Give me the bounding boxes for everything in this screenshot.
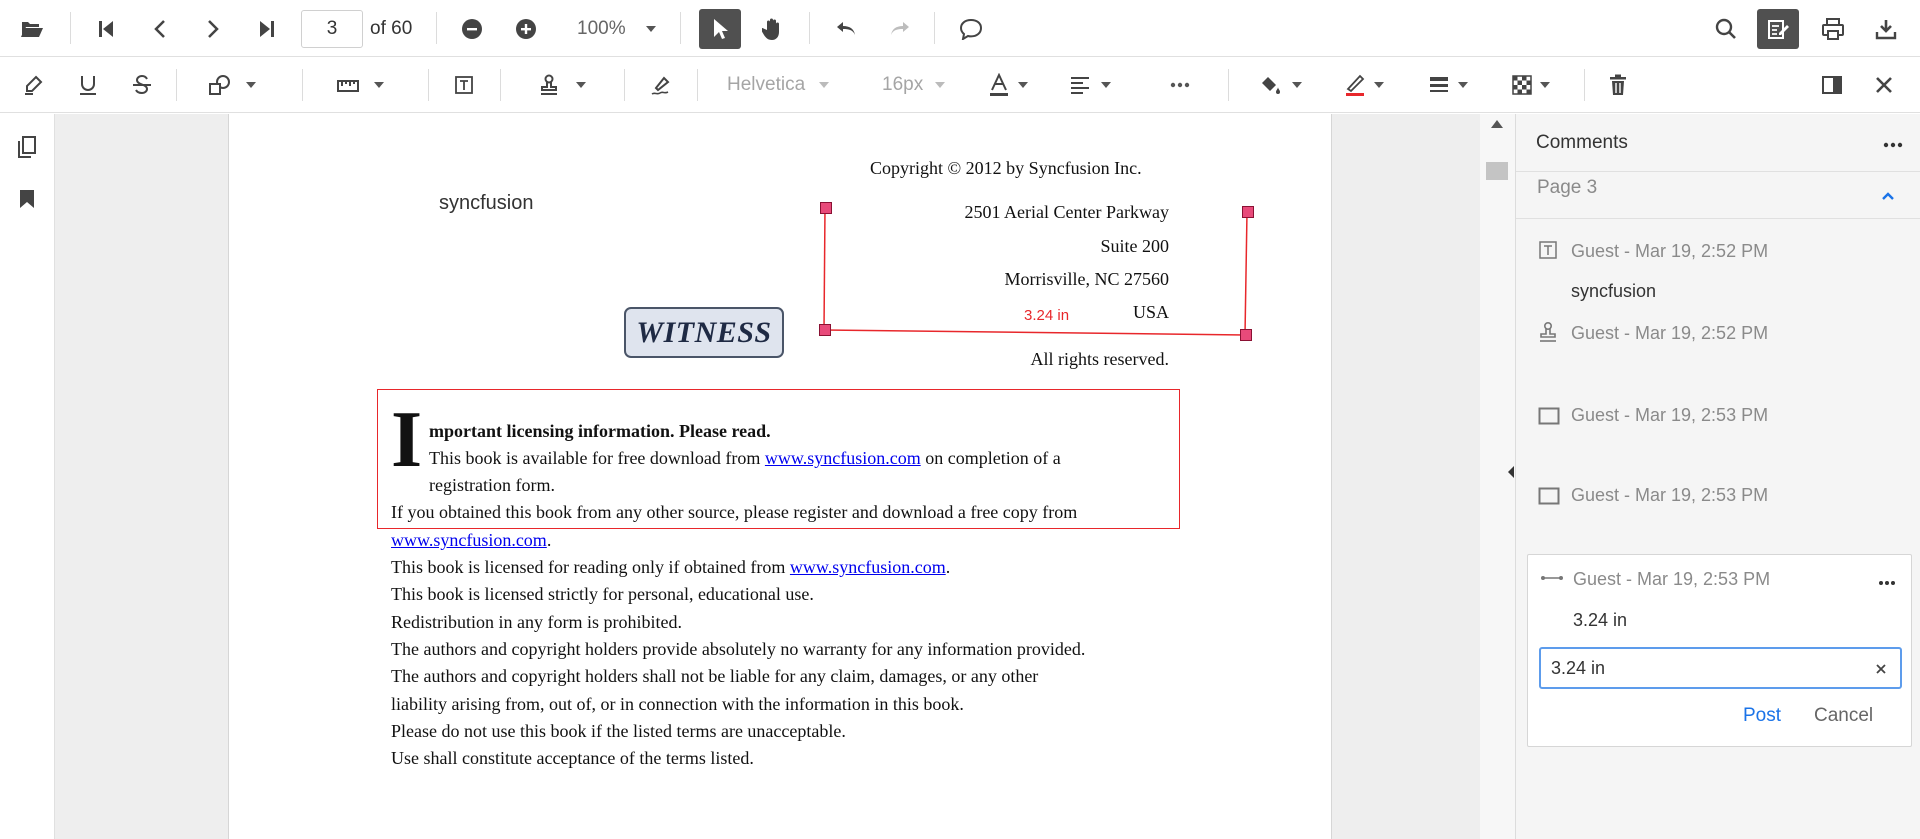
address-line-2: Suite 200 [1100,236,1169,256]
scroll-thumb[interactable] [1486,162,1508,180]
shapes-dropdown[interactable] [208,68,274,102]
rights-text: All rights reserved. [1030,349,1169,369]
open-file-button[interactable] [12,12,52,46]
search-button[interactable] [1706,12,1746,46]
rectangle-icon [1538,487,1560,505]
comment-item[interactable] [1516,394,1920,466]
signature-icon [650,74,674,96]
address-line-4: USA [1132,302,1169,322]
highlight-icon [22,74,44,96]
reply-input-value: 3.24 in [1551,658,1606,678]
paragraph-2-line-2 [391,530,551,551]
syncfusion-link[interactable]: www.syncfusion.com [764,448,921,468]
chevron-down-icon [1540,82,1550,88]
pdf-page [228,114,1332,839]
font-color-icon [988,73,1010,97]
measure-label: 3.24 in [1024,307,1070,324]
previous-page-button[interactable] [142,12,178,46]
cursor-icon [711,18,729,40]
search-icon [1715,18,1737,40]
rectangle-icon [1538,407,1560,425]
chevron-down-icon [576,82,586,88]
free-text-button[interactable] [446,68,482,102]
free-text-annotation[interactable]: syncfusion [439,192,534,214]
paragraph-text: on completion of a [920,448,1061,468]
ruler-icon [336,76,360,94]
underline-icon [78,74,98,96]
resize-handle[interactable] [820,202,832,214]
paragraph-7-line-1: The authors and copyright holders shall not be liable for any claim, damages, or any other [391,666,1039,686]
opacity-dropdown[interactable] [1512,68,1562,102]
page-group-header[interactable] [1516,173,1920,219]
collapse-panel-arrow[interactable] [1508,466,1514,478]
stamp-icon [538,74,560,96]
print-icon [1821,18,1845,40]
download-button[interactable] [1866,12,1906,46]
fill-color-dropdown[interactable] [1260,68,1310,102]
drop-cap: I [391,396,423,484]
scroll-up-arrow[interactable] [1491,120,1503,128]
zoom-value: 100% [577,18,626,39]
chevron-down-icon [1458,82,1468,88]
main-toolbar [0,0,1920,57]
stroke-color-icon [1344,73,1366,97]
first-page-button[interactable] [88,12,124,46]
active-comment-card[interactable] [1527,554,1912,747]
comment-text: syncfusion [1571,281,1657,301]
font-color-dropdown[interactable] [988,68,1038,102]
paragraph-9: Use shall constitute acceptance of the terms listed. [391,748,754,768]
paragraph-6: The authors and copyright holders provide absolutely no warranty for any information provided. [391,639,1086,659]
syncfusion-link[interactable]: www.syncfusion.com [789,557,946,577]
comments-header [1516,114,1920,172]
total-pages-label: of 60 [370,18,413,39]
page-thumbnails-button[interactable] [10,130,44,164]
paragraph-1-line-2: registration form. [429,475,555,495]
paragraph-2-line-1: If you obtained this book from any other source, please register and download a free copy from [391,502,1078,522]
last-page-button[interactable] [249,12,285,46]
annotation-toolbar [0,57,1920,113]
hand-icon [762,17,784,41]
address-line-3: Morrisville, NC 27560 [1004,269,1169,289]
more-text-options-button[interactable] [1162,68,1198,102]
last-page-icon [258,19,276,39]
paragraph-7-line-2: liability arising from, out of, or in connection with the information in this book. [391,694,964,714]
chevron-down-icon [246,82,256,88]
comment-panel-toggle-button[interactable] [1814,68,1850,102]
edit-annotation-icon [1767,18,1789,40]
clear-icon[interactable] [1875,663,1887,675]
comment-author-time: Guest - Mar 19, 2:53 PM [1573,569,1771,589]
panel-right-icon [1822,76,1842,94]
zoom-dropdown[interactable] [570,12,660,46]
chevron-left-icon [153,19,167,39]
comments-panel [1515,114,1920,839]
resize-handle[interactable] [819,324,831,336]
signature-button[interactable] [642,68,682,102]
delete-annotation-button[interactable] [1600,68,1636,102]
thumbnails-icon [17,136,37,158]
paragraph-1-line-1 [429,448,1061,469]
post-button[interactable]: Post [1743,705,1782,726]
zoom-out-button[interactable] [454,12,490,46]
edit-annotation-button[interactable] [1757,9,1799,49]
comment-item[interactable] [1516,312,1920,384]
zoom-out-icon [461,18,483,40]
zoom-in-icon [515,18,537,40]
strikethrough-icon [132,74,152,96]
redo-button[interactable] [880,12,920,46]
highlight-button[interactable] [15,68,51,102]
download-icon [1875,18,1897,40]
folder-open-icon [20,19,44,39]
more-horizontal-icon [1883,142,1903,148]
measure-dropdown[interactable] [336,68,402,102]
stroke-color-dropdown[interactable] [1344,68,1394,102]
underline-button[interactable] [70,68,106,102]
current-page-input[interactable]: 3 [301,10,363,48]
resize-handle[interactable] [1242,206,1254,218]
font-family-value: Helvetica [727,74,806,95]
paragraph-8: Please do not use this book if the listed terms are unacceptable. [391,721,846,741]
opacity-icon [1512,75,1532,95]
close-icon [1875,76,1893,94]
comment-more-button[interactable] [1870,569,1904,597]
shapes-icon [208,74,232,96]
stroke-thickness-dropdown[interactable] [1428,68,1478,102]
undo-icon [835,20,857,38]
chevron-down-icon [1292,82,1302,88]
chevron-down-icon [935,82,945,88]
comment-item[interactable] [1516,474,1920,546]
free-text-icon [1538,240,1558,260]
first-page-icon [97,19,115,39]
paragraph-text: This book is available for free download from [429,448,765,468]
chevron-down-icon [374,82,384,88]
more-horizontal-icon [1878,580,1896,586]
stamp-dropdown[interactable] [514,62,610,108]
page-group-label: Page 3 [1537,177,1598,198]
distance-icon [1540,573,1564,583]
fill-bucket-icon [1260,75,1282,95]
zoom-in-button[interactable] [508,12,544,46]
trash-icon [1609,74,1627,96]
comments-title: Comments [1536,132,1628,153]
paragraph-3 [391,557,950,578]
paragraph-text: . [546,530,552,550]
reply-input[interactable] [1539,647,1902,689]
comment-author-time: Guest - Mar 19, 2:52 PM [1571,241,1769,261]
text-align-dropdown[interactable] [1069,68,1123,102]
close-annotation-toolbar-button[interactable] [1866,68,1902,102]
licensing-heading: mportant licensing information. Please read. [429,421,771,441]
copyright-text: Copyright © 2012 by Syncfusion Inc. [870,158,1142,178]
comment-panel-button[interactable] [951,12,991,46]
free-text-icon [453,74,475,96]
chevron-down-icon [1101,82,1111,88]
next-page-button[interactable] [195,12,231,46]
paragraph-text: . [945,557,951,577]
comment-author-time: Guest - Mar 19, 2:53 PM [1571,485,1769,505]
font-family-dropdown[interactable] [712,68,842,102]
chevron-down-icon [819,82,829,88]
comment-icon [959,18,983,40]
syncfusion-link[interactable]: www.syncfusion.com [391,530,547,550]
paragraph-5: Redistribution in any form is prohibited. [391,612,682,632]
bookmarks-button[interactable] [10,182,44,216]
address-line-1: 2501 Aerial Center Parkway [964,202,1169,222]
pan-tool-button[interactable] [753,12,793,46]
resize-handle[interactable] [1240,329,1252,341]
distance-measure-annotation[interactable] [229,114,1333,374]
comment-item[interactable] [1516,230,1920,302]
bookmark-icon [19,189,35,209]
chevron-down-icon [646,26,656,32]
chevron-down-icon [1018,82,1028,88]
strikethrough-button[interactable] [124,68,160,102]
comment-author-time: Guest - Mar 19, 2:53 PM [1571,405,1769,425]
cancel-button[interactable]: Cancel [1814,705,1874,726]
comment-author-time: Guest - Mar 19, 2:52 PM [1571,323,1769,343]
chevron-down-icon [1374,82,1384,88]
chevron-up-icon [1881,191,1895,201]
navigation-pane [0,114,55,839]
chevron-right-icon [206,19,220,39]
line-thickness-icon [1428,75,1450,95]
redo-icon [889,20,911,38]
comment-text: 3.24 in [1573,610,1628,630]
stamp-text: WITNESS [636,315,772,349]
selection-tool-button[interactable] [699,9,741,49]
print-button[interactable] [1813,12,1853,46]
undo-button[interactable] [826,12,866,46]
more-horizontal-icon [1170,82,1190,88]
font-size-value: 16px [882,74,924,95]
stamp-icon [1538,321,1558,343]
paragraph-text: This book is licensed for reading only if obtained from [391,557,790,577]
comments-more-button[interactable] [1876,130,1910,160]
paragraph-4: This book is licensed strictly for personal, educational use. [391,584,814,604]
align-left-icon [1069,75,1091,95]
font-size-dropdown[interactable] [870,68,960,102]
